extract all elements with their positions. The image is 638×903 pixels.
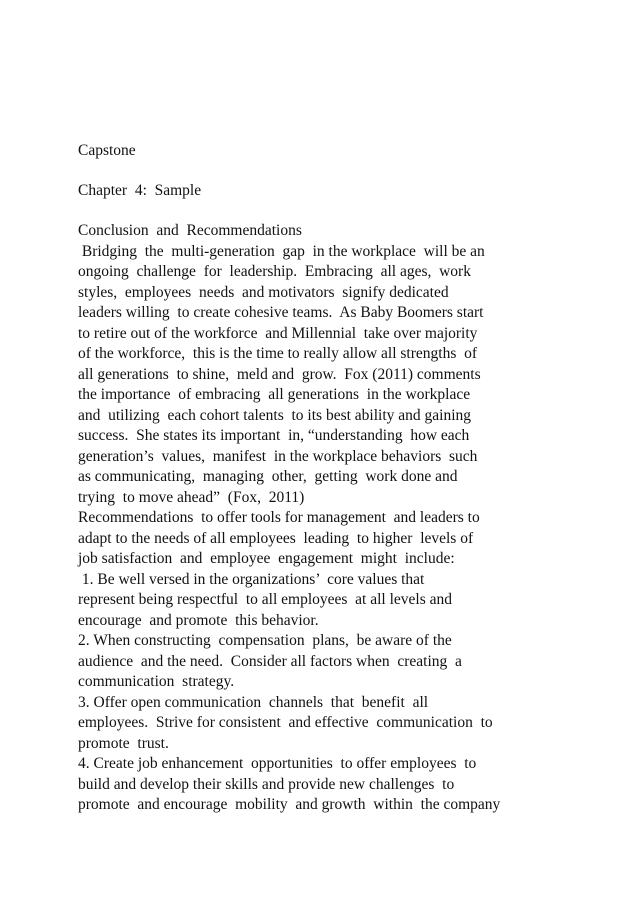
body-text-line: 3. Offer open communication channels that benefit all (78, 693, 429, 711)
body-text-line: 2. When constructing compensation plans, be aware of the (78, 632, 452, 649)
body-text-line: leaders willing to create cohesive teams. As Baby Boomers start (78, 304, 484, 321)
body-text-line: promote and encourage mobility and growth within the company (78, 796, 501, 813)
body-text-line: Bridging the multi-generation gap in the workplace will be an (78, 242, 485, 260)
body-text-line: job satisfaction and employee engagement might include: (78, 550, 455, 567)
body-text-line: the importance of embracing all generations in the workplace (78, 386, 471, 403)
body-text-line: styles, employees needs and motivators signify dedicated (78, 283, 449, 301)
body-text-line: adapt to the needs of all employees leading to higher levels of (78, 529, 474, 547)
document-title: Capstone (78, 142, 136, 159)
body-text-line: all generations to shine, meld and grow. Fox (2011) comments (78, 365, 481, 383)
body-text-line: represent being respectful to all employees at all levels and (78, 591, 453, 608)
body-text-line: as communicating, managing other, getting work done and (78, 468, 458, 485)
body-text-line: communication strategy. (78, 673, 235, 690)
body-text-line: of the workforce, this is the time to really allow all strengths of (78, 345, 478, 362)
body-text-line: and utilizing each cohort talents to its best ability and gaining (78, 406, 472, 424)
chapter-heading: Chapter 4: Sample (78, 182, 202, 199)
body-text-line: audience and the need. Consider all factors when creating a (78, 652, 462, 670)
body-text-line: generation’s values, manifest in the workplace behaviors such (78, 447, 478, 465)
body-text-line: ongoing challenge for leadership. Embracing all ages, work (78, 263, 471, 280)
body-text-line: 1. Be well versed in the organizations’ core values that (78, 570, 425, 588)
body-text-line: employees. Strive for consistent and effective communication to (78, 714, 493, 731)
body-text-line: promote trust. (78, 734, 169, 752)
body-text-line: build and develop their skills and provide new challenges to (78, 775, 455, 793)
body-text-line: trying to move ahead” (Fox, 2011) (78, 488, 305, 506)
document-body (78, 221, 578, 816)
body-text-line: success. She states its important in, “understanding how each (78, 427, 470, 444)
body-text-line: 4. Create job enhancement opportunities to offer employees to (78, 755, 477, 772)
body-text-line: Recommendations to offer tools for management and leaders to (78, 509, 480, 526)
section-heading: Conclusion and Recommendations (78, 222, 302, 239)
body-text-line: encourage and promote this behavior. (78, 611, 319, 629)
body-text-line: to retire out of the workforce and Millennial take over majority (78, 324, 478, 342)
